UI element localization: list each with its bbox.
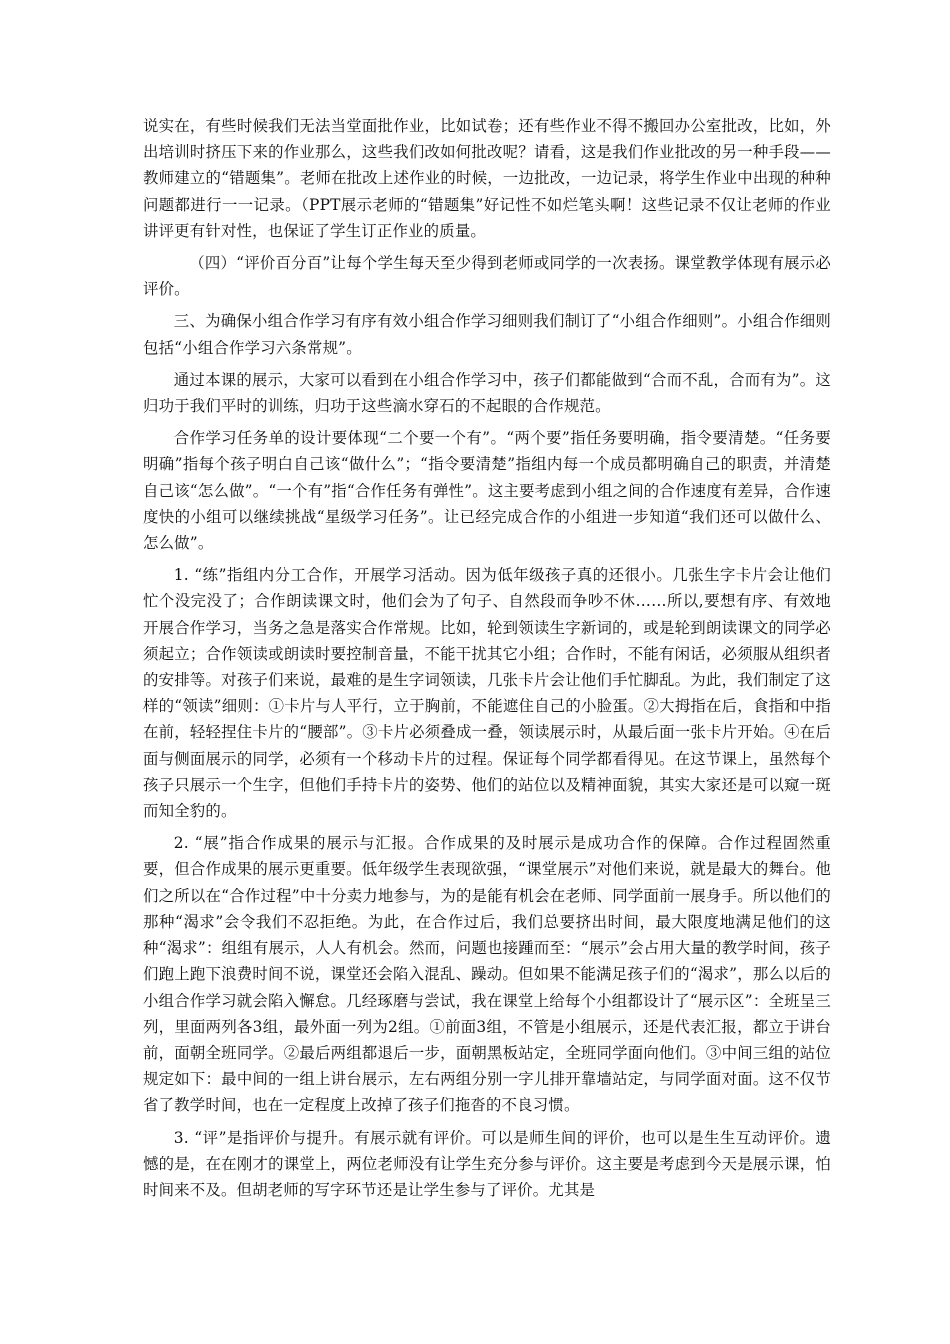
paragraph-4: 通过本课的展示，大家可以看到在小组合作学习中，孩子们都能做到“合而不乱，合而有为”。这归功于我们平时的训练，归功于这些滴水穿石的不起眼的合作规范。: [143, 370, 831, 416]
document-page: [143, 113, 831, 1209]
paragraph-1: 说实在，有些时候我们无法当堂面批作业，比如试卷；还有些作业不得不搬回办公室批改，比如，外出培训时挤压下来的作业那么，这些我们改如何批改呢？请看，这是我们作业批改的另一种手段——教师建立的“错题集”。老师在批改上述作业的时候，一边批改，一边记录，将学生作业中出现的种种问题都进行一一记录。（PPT展示老师的“错题集”好记性不如烂笔头啊！这些记录不仅让老师的作业讲评更有针对性，也保证了学生订正作业的质量。: [143, 117, 831, 240]
paragraph-7: 2. “展”指合作成果的展示与汇报。合作成果的及时展示是成功合作的保障。合作过程固然重要，但合作成果的展示更重要。低年级学生表现欲强，“课堂展示”对他们来说，就是最大的舞台。他们之所以在“合作过程”中十分卖力地参与，为的是能有机会在老师、同学面前一展身手。所以他们的那种“渴求”会令我们不忍拒绝。为此，在合作过后，我们总要挤出时间，最大限度地满足他们的这种“渴求”：组组有展示，人人有机会。然而，问题也接踵而至：“展示”会占用大量的教学时间，孩子们跑上跑下浪费时间不说，课堂还会陷入混乱、躁动。但如果不能满足孩子们的“渴求”，那么以后的小组合作学习就会陷入懈怠。几经琢磨与尝试，我在课堂上给每个小组都设计了“展示区”：全班呈三列，里面两列各3组，最外面一列为2组。①前面3组，不管是小组展示，还是代表汇报，都立于讲台前，面朝全班同学。②最后两组都退后一步，面朝黑板站定，全班同学面向他们。③中间三组的站位规定如下：最中间的一组上讲台展示，左右两组分别一字儿排开靠墙站定，与同学面对面。这不仅节省了教学时间，也在一定程度上改掉了孩子们拖沓的不良习惯。: [143, 834, 831, 1115]
paragraph-8: 3. “评”是指评价与提升。有展示就有评价。可以是师生间的评价，也可以是生生互动评价。遗憾的是，在在刚才的课堂上，两位老师没有让学生充分参与评价。这主要是考虑到今天是展示课，怕时间来不及。但胡老师的写字环节还是让学生参与了评价。尤其是: [143, 1128, 831, 1199]
paragraph-5: 合作学习任务单的设计要体现“二个要一个有”。“两个要”指任务要明确，指令要清楚。“任务要明确”指每个孩子明白自己该“做什么”；“指令要清楚”指组内每一个成员都明确自己的职责，并清楚自己该“怎么做”。“一个有”指“合作任务有弹性”。这主要考虑到小组之间的合作速度有差异，合作速度快的小组可以继续挑战“星级学习任务”。让已经完成合作的小组进一步知道“我们还可以做什么、怎么做”。: [143, 429, 831, 553]
paragraph-3: 三、为确保小组合作学习有序有效小组合作学习细则我们制订了“小组合作细则”。小组合作细则包括“小组合作学习六条常规”。: [143, 312, 831, 357]
paragraph-2: （四）“评价百分百”让每个学生每天至少得到老师或同学的一次表扬。课堂教学体现有展示必评价。: [143, 254, 831, 299]
paragraph-6: 1. “练”指组内分工合作，开展学习活动。因为低年级孩子真的还很小。几张生字卡片会让他们忙个没完没了；合作朗读课文时，他们会为了句子、自然段而争吵不休……所以,要想有序、有效地开展合作学习，当务之急是落实合作常规。比如，轮到领读生字新词的，或是轮到朗读课文的同学必须起立；合作领读或朗读时要控制音量，不能干扰其它小组；合作时，不能有闲话，必须服从组织者的安排等。对孩子们来说，最难的是生字词领读，几张卡片会让他们手忙脚乱。为此，我们制定了这样的“领读”细则：①卡片与人平行，立于胸前，不能遮住自己的小脸蛋。②大拇指在后，食指和中指在前，轻轻捏住卡片的“腰部”。③卡片必须叠成一叠，领读展示时，从最后面一张卡片开始。④在后面与侧面展示的同学，必须有一个移动卡片的过程。保证每个同学都看得见。在这节课上，虽然每个孩子只展示一个生字，但他们手持卡片的姿势、他们的站位以及精神面貌，其实大家还是可以窥一斑而知全豹的。: [143, 566, 831, 821]
